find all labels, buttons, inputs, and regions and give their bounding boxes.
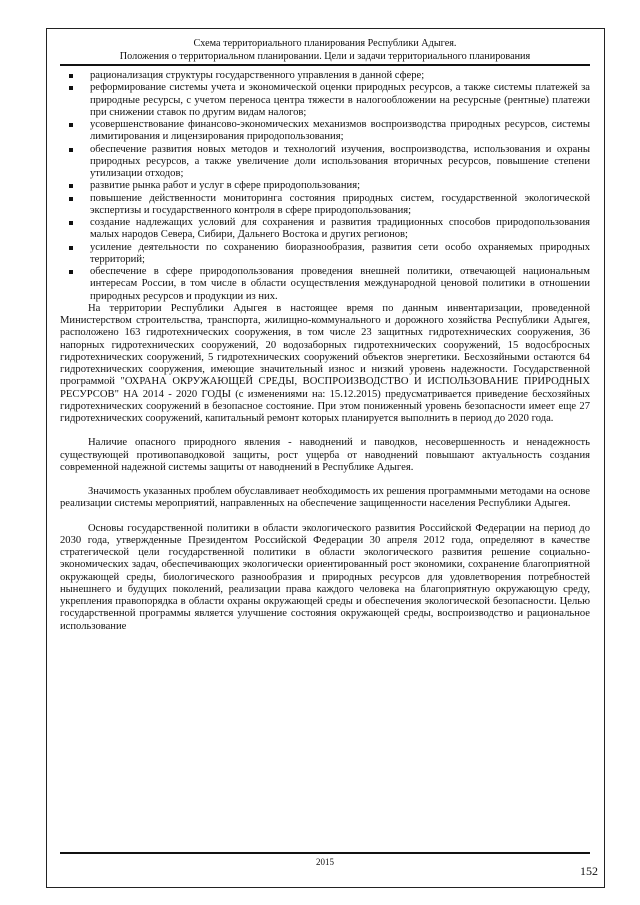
list-item-text: обеспечение в сфере природопользования проведения внешней политики, отвечающей национальным интересам России, в том числе в области осуществления международной ценовой политики в отношении природных ресурсов и продукции из них. (90, 266, 590, 302)
bullet-icon (69, 123, 73, 127)
bullet-icon (69, 197, 73, 201)
document-body (60, 70, 590, 633)
paragraph-flood-risk: Наличие опасного природного явления - наводнений и паводков, несовершенность и ненадежность существующей противопаводковой защиты, рост ущерба от наводнений повышают актуальность создания современной надежной системы защиты от наводнений в Республике Адыгея. (60, 437, 590, 473)
list-item (60, 217, 590, 242)
bullet-icon (69, 86, 73, 90)
list-item (60, 193, 590, 218)
list-item (60, 70, 590, 82)
bullet-icon (69, 270, 73, 274)
page-header (60, 38, 590, 63)
list-item-text: обеспечение развития новых методов и технологий изучения, воспроизводства, использования и охраны природных ресурсов, а также увеличение доли использования вторичных ресурсов, повышение степени утилизации отходов; (90, 143, 590, 179)
list-item-text: усиление деятельности по сохранению биоразнообразия, развития сети особо охраняемых природных территорий; (90, 241, 590, 265)
list-item (60, 82, 590, 119)
header-subtitle: Положения о территориальном планировании. Цели и задачи территориального планирования (119, 50, 531, 62)
list-item (60, 242, 590, 267)
list-item-text: рационализация структуры государственного управления в данной сфере; (90, 70, 425, 81)
list-item (60, 266, 590, 303)
footer-divider (60, 852, 590, 854)
paragraph-state-policy: Основы государственной политики в области экологического развития Российской Федерации на период до 2030 года, утвержденные Президентом Российской Федерации 30 апреля 2012 года, определяют в качестве стратегической цели государственной политики в области экологического развития решение социально-экономических задач, обеспечивающих экологически ориентированный рост экономики, сохранение благоприятной окружающей среды, биологического разнообразия и природных ресурсов для удовлетворения потребностей нынешнего и будущих поколений, реализации права каждого человека на благоприятную окружающую среду, укрепления правопорядка в области охраны окружающей среды и обеспечения экологической безопасности. Целью государственной программы является улучшение состояния окружающей среды, воспроизводство и рациональное использование (60, 522, 590, 632)
list-item-text: усовершенствование финансово-экономических механизмов воспроизводства природных ресурсов, системы лимитирования и лицензирования природопользования; (90, 119, 590, 143)
bullet-icon (69, 246, 73, 250)
paragraph-hydro-structures: На территории Республики Адыгея в настоящее время по данным инвентаризации, проведенной Министерством строительства, транспорта, жилищно-коммунального и дорожного хозяйства Республики Адыгея, расположено 163 гидротехнических сооружения, в том числе 23 защитных гидротехнических сооружения, 36 напорных гидротехнических сооружений, 20 водозаборных гидротехнических сооружений, 15 водосбросных гидротехнических сооружений, 5 гидротехнических сооружений объектов энергетики. Бесхозяйными остаются 64 гидротехнических сооружения, имеющие значительный износ и низкий уровень надежности. Государственной программой "ОХРАНА ОКРУЖАЮЩЕЙ СРЕДЫ, ВОСПРОИЗВОДСТВО И ИСПОЛЬЗОВАНИЕ ПРИРОДНЫХ РЕСУРСОВ" НА 2014 - 2020 ГОДЫ (с изменениями на: 15.12.2015) предусматривается приведение бесхозяйных гидротехнических сооружений в безопасное состояние. При этом пониженный уровень безопасности имеет еще 27 гидротехнических сооружений, капитальный ремонт которых планируется выполнить в период до 2020 года. (60, 302, 590, 424)
bullet-icon (69, 148, 73, 152)
list-item (60, 144, 590, 181)
list-item (60, 119, 590, 144)
list-item-text: повышение действенности мониторинга состояния природных систем, государственной экологической экспертизы и государственного контроля в сфере природопользования; (90, 192, 590, 216)
bullet-icon (69, 184, 73, 188)
footer-year: 2015 (316, 857, 334, 867)
list-item (60, 180, 590, 192)
list-item-text: создание надлежащих условий для сохранения и развития традиционных способов природопользования малых народов Севера, Сибири, Дальнего Востока и других регионов; (90, 217, 590, 241)
header-title: Схема территориального планирования Республики Адыгея. (193, 38, 457, 49)
header-divider (60, 64, 590, 66)
list-item-text: реформирование системы учета и экономической оценки природных ресурсов, а также системы платежей за природные ресурсы, с учетом переноса центра тяжести в налогообложении на ресурсные (рентные) платежи при снижении ставок по другим видам налогов; (90, 82, 590, 118)
paragraph-problem-significance: Значимость указанных проблем обуславливает необходимость их решения программными методами на основе реализации системы мероприятий, направленных на обеспечение защищенности населения Республики Адыгея. (60, 486, 590, 510)
page-number: 152 (580, 864, 598, 878)
bullet-icon (69, 74, 73, 78)
bullet-list (60, 70, 590, 303)
bullet-icon (69, 221, 73, 225)
list-item-text: развитие рынка работ и услуг в сфере природопользования; (90, 180, 361, 192)
